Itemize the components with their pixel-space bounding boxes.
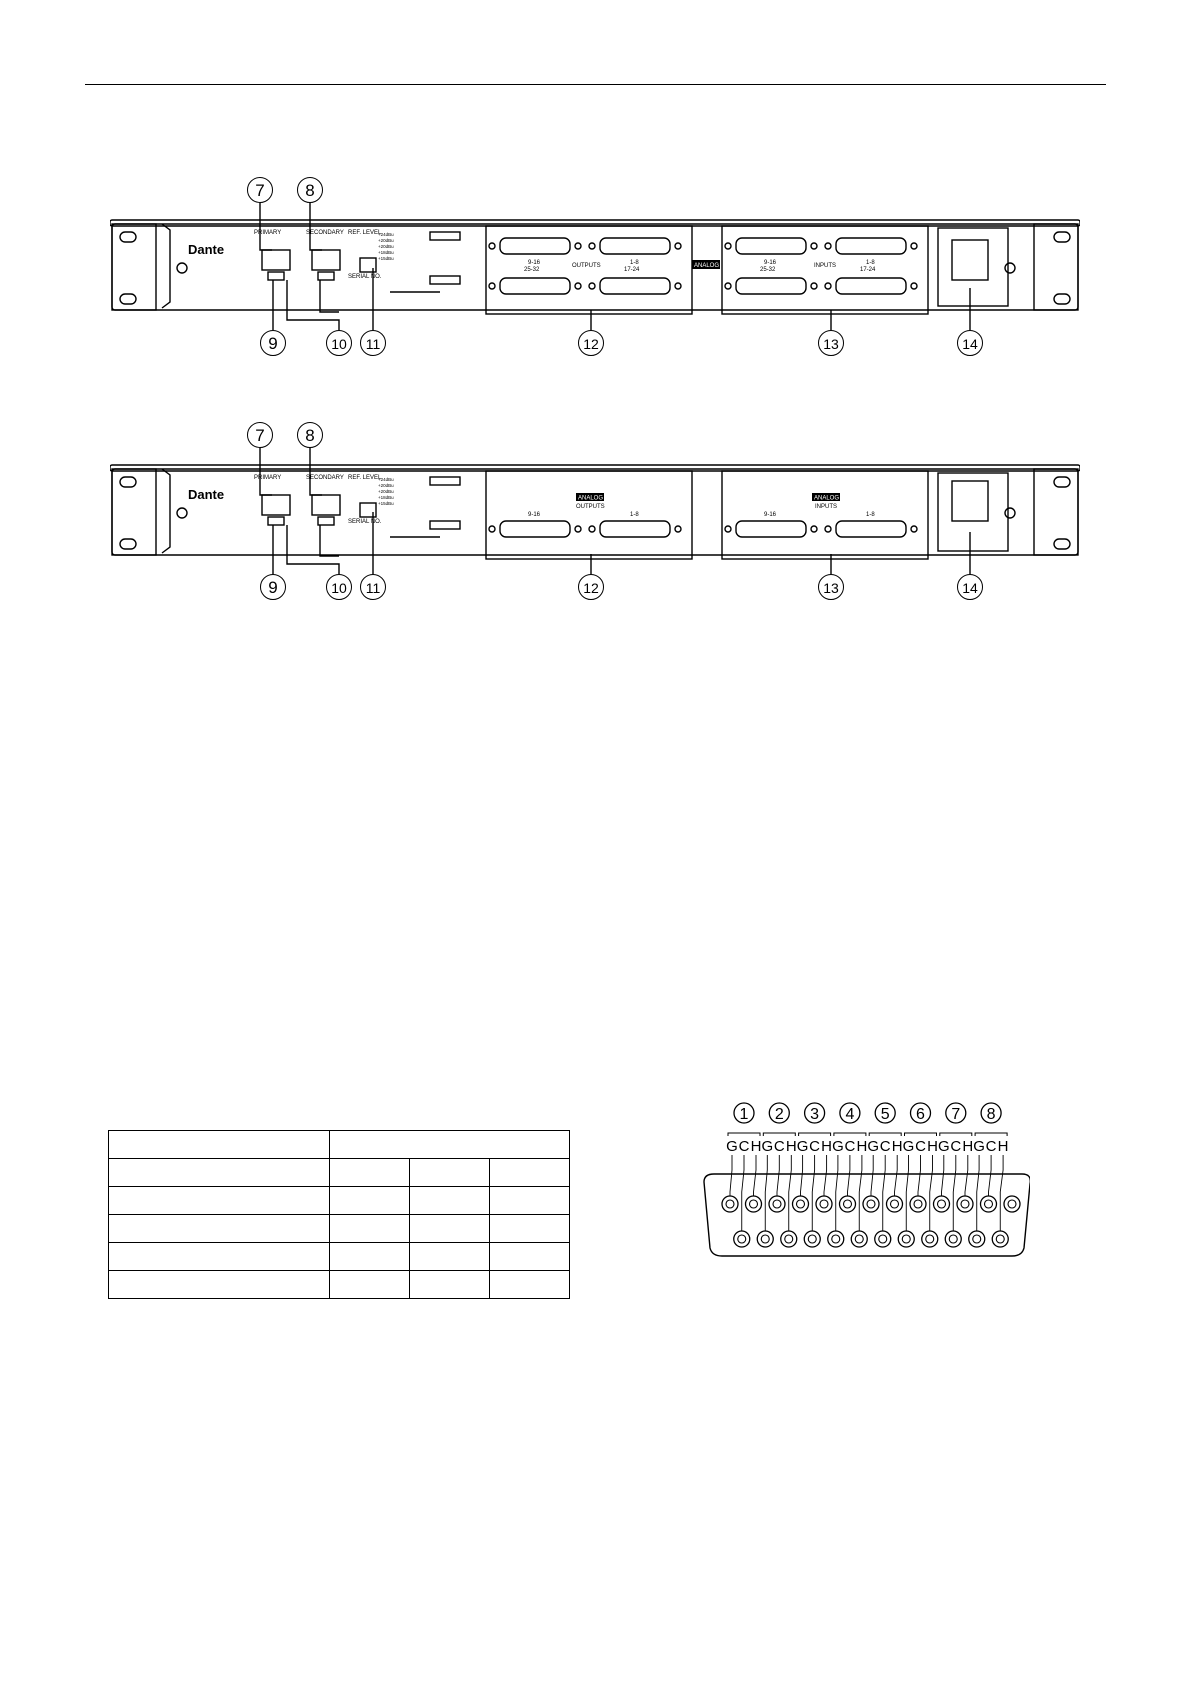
pin-top xyxy=(981,1196,997,1212)
callout-11: 11 xyxy=(360,330,386,356)
channel-bracket xyxy=(940,1133,972,1136)
ref-option-4: +18dBu xyxy=(378,250,394,255)
secondary-label: SECONDARY xyxy=(306,475,344,481)
pin-letter-h: H xyxy=(856,1138,868,1155)
ref-level-label: REF. LEVEL xyxy=(348,230,382,236)
serial-label: SERIAL NO. xyxy=(348,274,382,280)
primary-label: PRIMARY xyxy=(254,475,282,481)
specification-table xyxy=(108,1130,570,1299)
outputs-label: OUTPUTS xyxy=(576,504,605,510)
table-cell xyxy=(410,1187,490,1215)
ref-option-3: +20dBu xyxy=(378,489,394,494)
channel-number: 3 xyxy=(810,1106,820,1123)
callout-13: 13 xyxy=(818,574,844,600)
pin-leader-line xyxy=(742,1155,744,1231)
channel-bracket xyxy=(799,1133,831,1136)
callout-12: 12 xyxy=(578,574,604,600)
pin-leader-line xyxy=(754,1155,757,1196)
pin-bottom xyxy=(945,1231,961,1247)
pin-bottom xyxy=(898,1231,914,1247)
table-cell xyxy=(410,1215,490,1243)
callout-10: 10 xyxy=(326,574,352,600)
analog-out-label: ANALOG xyxy=(578,495,604,502)
pin-top xyxy=(840,1196,856,1212)
pin-letter-h: H xyxy=(750,1138,762,1155)
table-cell xyxy=(410,1159,490,1187)
callout-8: 8 xyxy=(297,422,323,448)
pin-top xyxy=(1004,1196,1020,1212)
ref-option-3: +20dBu xyxy=(378,244,394,249)
pin-top xyxy=(746,1196,762,1212)
pin-letter-g: G xyxy=(902,1138,915,1155)
analog-label: ANALOG xyxy=(694,263,720,269)
pin-top xyxy=(934,1196,950,1212)
callout-10: 10 xyxy=(326,330,352,356)
pin-leader-line xyxy=(789,1155,792,1231)
outputs-label: OUTPUTS xyxy=(572,263,601,269)
table-row xyxy=(109,1159,570,1187)
pin-leader-line xyxy=(989,1155,992,1196)
pin-bottom xyxy=(992,1231,1008,1247)
pin-leader-line xyxy=(871,1155,873,1196)
ref-option-1: +24dBu xyxy=(378,477,394,482)
callout-9: 9 xyxy=(260,330,286,356)
db25-pinout-diagram xyxy=(700,1100,1030,1265)
ref-level-label: REF. LEVEL xyxy=(348,475,382,481)
channel-bracket xyxy=(905,1133,937,1136)
out-25-32-label: 25-32 xyxy=(524,267,540,273)
pin-top xyxy=(722,1196,738,1212)
pin-letter-c: C xyxy=(879,1138,891,1155)
primary-label: PRIMARY xyxy=(254,230,282,236)
ref-option-2: +20dBu xyxy=(378,238,394,243)
table-cell xyxy=(330,1131,570,1159)
inputs-label: INPUTS xyxy=(814,263,837,269)
pin-bottom xyxy=(804,1231,820,1247)
channel-number: 4 xyxy=(845,1106,855,1123)
pin-letter-c: C xyxy=(738,1138,750,1155)
pin-leader-line xyxy=(824,1155,827,1196)
table-row xyxy=(109,1187,570,1215)
table-cell xyxy=(109,1131,330,1159)
channel-bracket xyxy=(728,1133,760,1136)
brand-label: Dante xyxy=(188,487,225,502)
pin-leader-line xyxy=(942,1155,944,1196)
table-row xyxy=(109,1215,570,1243)
table-cell xyxy=(490,1215,570,1243)
pin-top xyxy=(816,1196,832,1212)
pin-letter-g: G xyxy=(867,1138,880,1155)
pin-leader-line xyxy=(918,1155,921,1196)
ref-option-2: +20dBu xyxy=(378,483,394,488)
in-1-8-label: 1-8 xyxy=(866,260,875,266)
table-cell xyxy=(490,1243,570,1271)
table-row xyxy=(109,1243,570,1271)
pin-bottom xyxy=(781,1231,797,1247)
pin-top xyxy=(793,1196,809,1212)
pin-letter-g: G xyxy=(832,1138,844,1155)
callout-11: 11 xyxy=(360,574,386,600)
table-cell xyxy=(490,1187,570,1215)
pin-letter-g: G xyxy=(796,1138,809,1155)
pin-letter-g: G xyxy=(726,1138,738,1155)
pin-leader-line xyxy=(965,1155,968,1196)
pin-leader-line xyxy=(977,1155,979,1231)
pin-letter-h: H xyxy=(891,1138,903,1155)
callout-7: 7 xyxy=(247,422,273,448)
pin-letter-h: H xyxy=(962,1138,974,1155)
out-1-8-label: 1-8 xyxy=(630,260,639,266)
analog-in-label: ANALOG xyxy=(814,495,840,502)
in-9-16-label: 9-16 xyxy=(764,260,777,266)
pin-leader-line xyxy=(953,1155,956,1231)
callout-14: 14 xyxy=(957,574,983,600)
pin-top xyxy=(769,1196,785,1212)
channel-number: 1 xyxy=(739,1106,749,1123)
table-cell xyxy=(109,1243,330,1271)
pin-top xyxy=(887,1196,903,1212)
pin-leader-line xyxy=(883,1155,885,1231)
pin-letter-g: G xyxy=(973,1138,985,1155)
pin-leader-line xyxy=(777,1155,779,1196)
ref-option-5: +15dBu xyxy=(378,256,394,261)
table-cell xyxy=(109,1187,330,1215)
table-cell xyxy=(330,1271,410,1299)
out-9-16-label: 9-16 xyxy=(528,260,541,266)
pin-top xyxy=(910,1196,926,1212)
pin-letter-g: G xyxy=(937,1138,950,1155)
table-cell xyxy=(330,1159,410,1187)
pin-leader-line xyxy=(848,1155,850,1196)
ref-option-4: +18dBu xyxy=(378,495,394,500)
ref-option-5: +15dBu xyxy=(378,501,394,506)
table-cell xyxy=(330,1243,410,1271)
out-1-8-label: 1-8 xyxy=(630,512,639,518)
pin-bottom xyxy=(969,1231,985,1247)
channel-number: 5 xyxy=(880,1106,890,1123)
table-row xyxy=(109,1131,570,1159)
pin-letter-h: H xyxy=(997,1138,1009,1155)
channel-number: 8 xyxy=(986,1106,996,1123)
pin-letter-c: C xyxy=(915,1138,926,1155)
pin-letter-c: C xyxy=(844,1138,856,1155)
table-cell xyxy=(330,1215,410,1243)
in-17-24-label: 17-24 xyxy=(860,267,876,273)
table-cell xyxy=(410,1271,490,1299)
pin-leader-line xyxy=(859,1155,862,1231)
table-cell xyxy=(109,1159,330,1187)
pin-bottom xyxy=(922,1231,938,1247)
pin-leader-line xyxy=(1000,1155,1003,1231)
pin-letter-c: C xyxy=(985,1138,997,1155)
callout-13: 13 xyxy=(818,330,844,356)
table-cell xyxy=(490,1271,570,1299)
pin-letter-h: H xyxy=(927,1138,938,1155)
pin-bottom xyxy=(734,1231,750,1247)
callout-7: 7 xyxy=(247,177,273,203)
pin-leader-line xyxy=(906,1155,908,1231)
channel-bracket xyxy=(763,1133,795,1136)
pin-leader-line xyxy=(812,1155,814,1231)
pin-bottom xyxy=(851,1231,867,1247)
channel-number: 6 xyxy=(916,1106,925,1123)
pin-leader-line xyxy=(895,1155,898,1196)
pin-letter-c: C xyxy=(950,1138,962,1155)
callout-14: 14 xyxy=(957,330,983,356)
out-17-24-label: 17-24 xyxy=(624,267,640,273)
channel-number: 2 xyxy=(774,1106,784,1123)
table-row xyxy=(109,1271,570,1299)
pin-top xyxy=(863,1196,879,1212)
channel-number: 7 xyxy=(951,1106,961,1123)
callout-9: 9 xyxy=(260,574,286,600)
brand-label: Dante xyxy=(188,242,225,257)
pin-leader-line xyxy=(765,1155,767,1231)
inputs-label: INPUTS xyxy=(815,504,838,510)
out-9-16-label: 9-16 xyxy=(528,512,541,518)
in-25-32-label: 25-32 xyxy=(760,267,776,273)
channel-bracket xyxy=(975,1133,1007,1136)
in-9-16-label: 9-16 xyxy=(764,512,777,518)
pin-leader-line xyxy=(730,1155,732,1196)
pin-letter-c: C xyxy=(773,1138,785,1155)
pin-bottom xyxy=(757,1231,773,1247)
serial-label: SERIAL NO. xyxy=(348,519,382,525)
ref-option-1: +24dBu xyxy=(378,232,394,237)
db25-shell xyxy=(704,1174,1030,1256)
pin-bottom xyxy=(828,1231,844,1247)
pin-leader-line xyxy=(836,1155,838,1231)
pin-letter-c: C xyxy=(809,1138,821,1155)
pin-leader-line xyxy=(930,1155,933,1231)
channel-bracket xyxy=(869,1133,901,1136)
channel-bracket xyxy=(834,1133,866,1136)
table-cell xyxy=(330,1187,410,1215)
table-cell xyxy=(109,1271,330,1299)
pin-letter-h: H xyxy=(785,1138,797,1155)
in-1-8-label: 1-8 xyxy=(866,512,875,518)
pin-letter-h: H xyxy=(821,1138,833,1155)
pin-letter-g: G xyxy=(761,1138,774,1155)
table-cell xyxy=(109,1215,330,1243)
table-cell xyxy=(410,1243,490,1271)
pin-bottom xyxy=(875,1231,891,1247)
secondary-label: SECONDARY xyxy=(306,230,344,236)
callout-12: 12 xyxy=(578,330,604,356)
table-cell xyxy=(490,1159,570,1187)
pin-leader-line xyxy=(801,1155,803,1196)
pin-top xyxy=(957,1196,973,1212)
callout-8: 8 xyxy=(297,177,323,203)
